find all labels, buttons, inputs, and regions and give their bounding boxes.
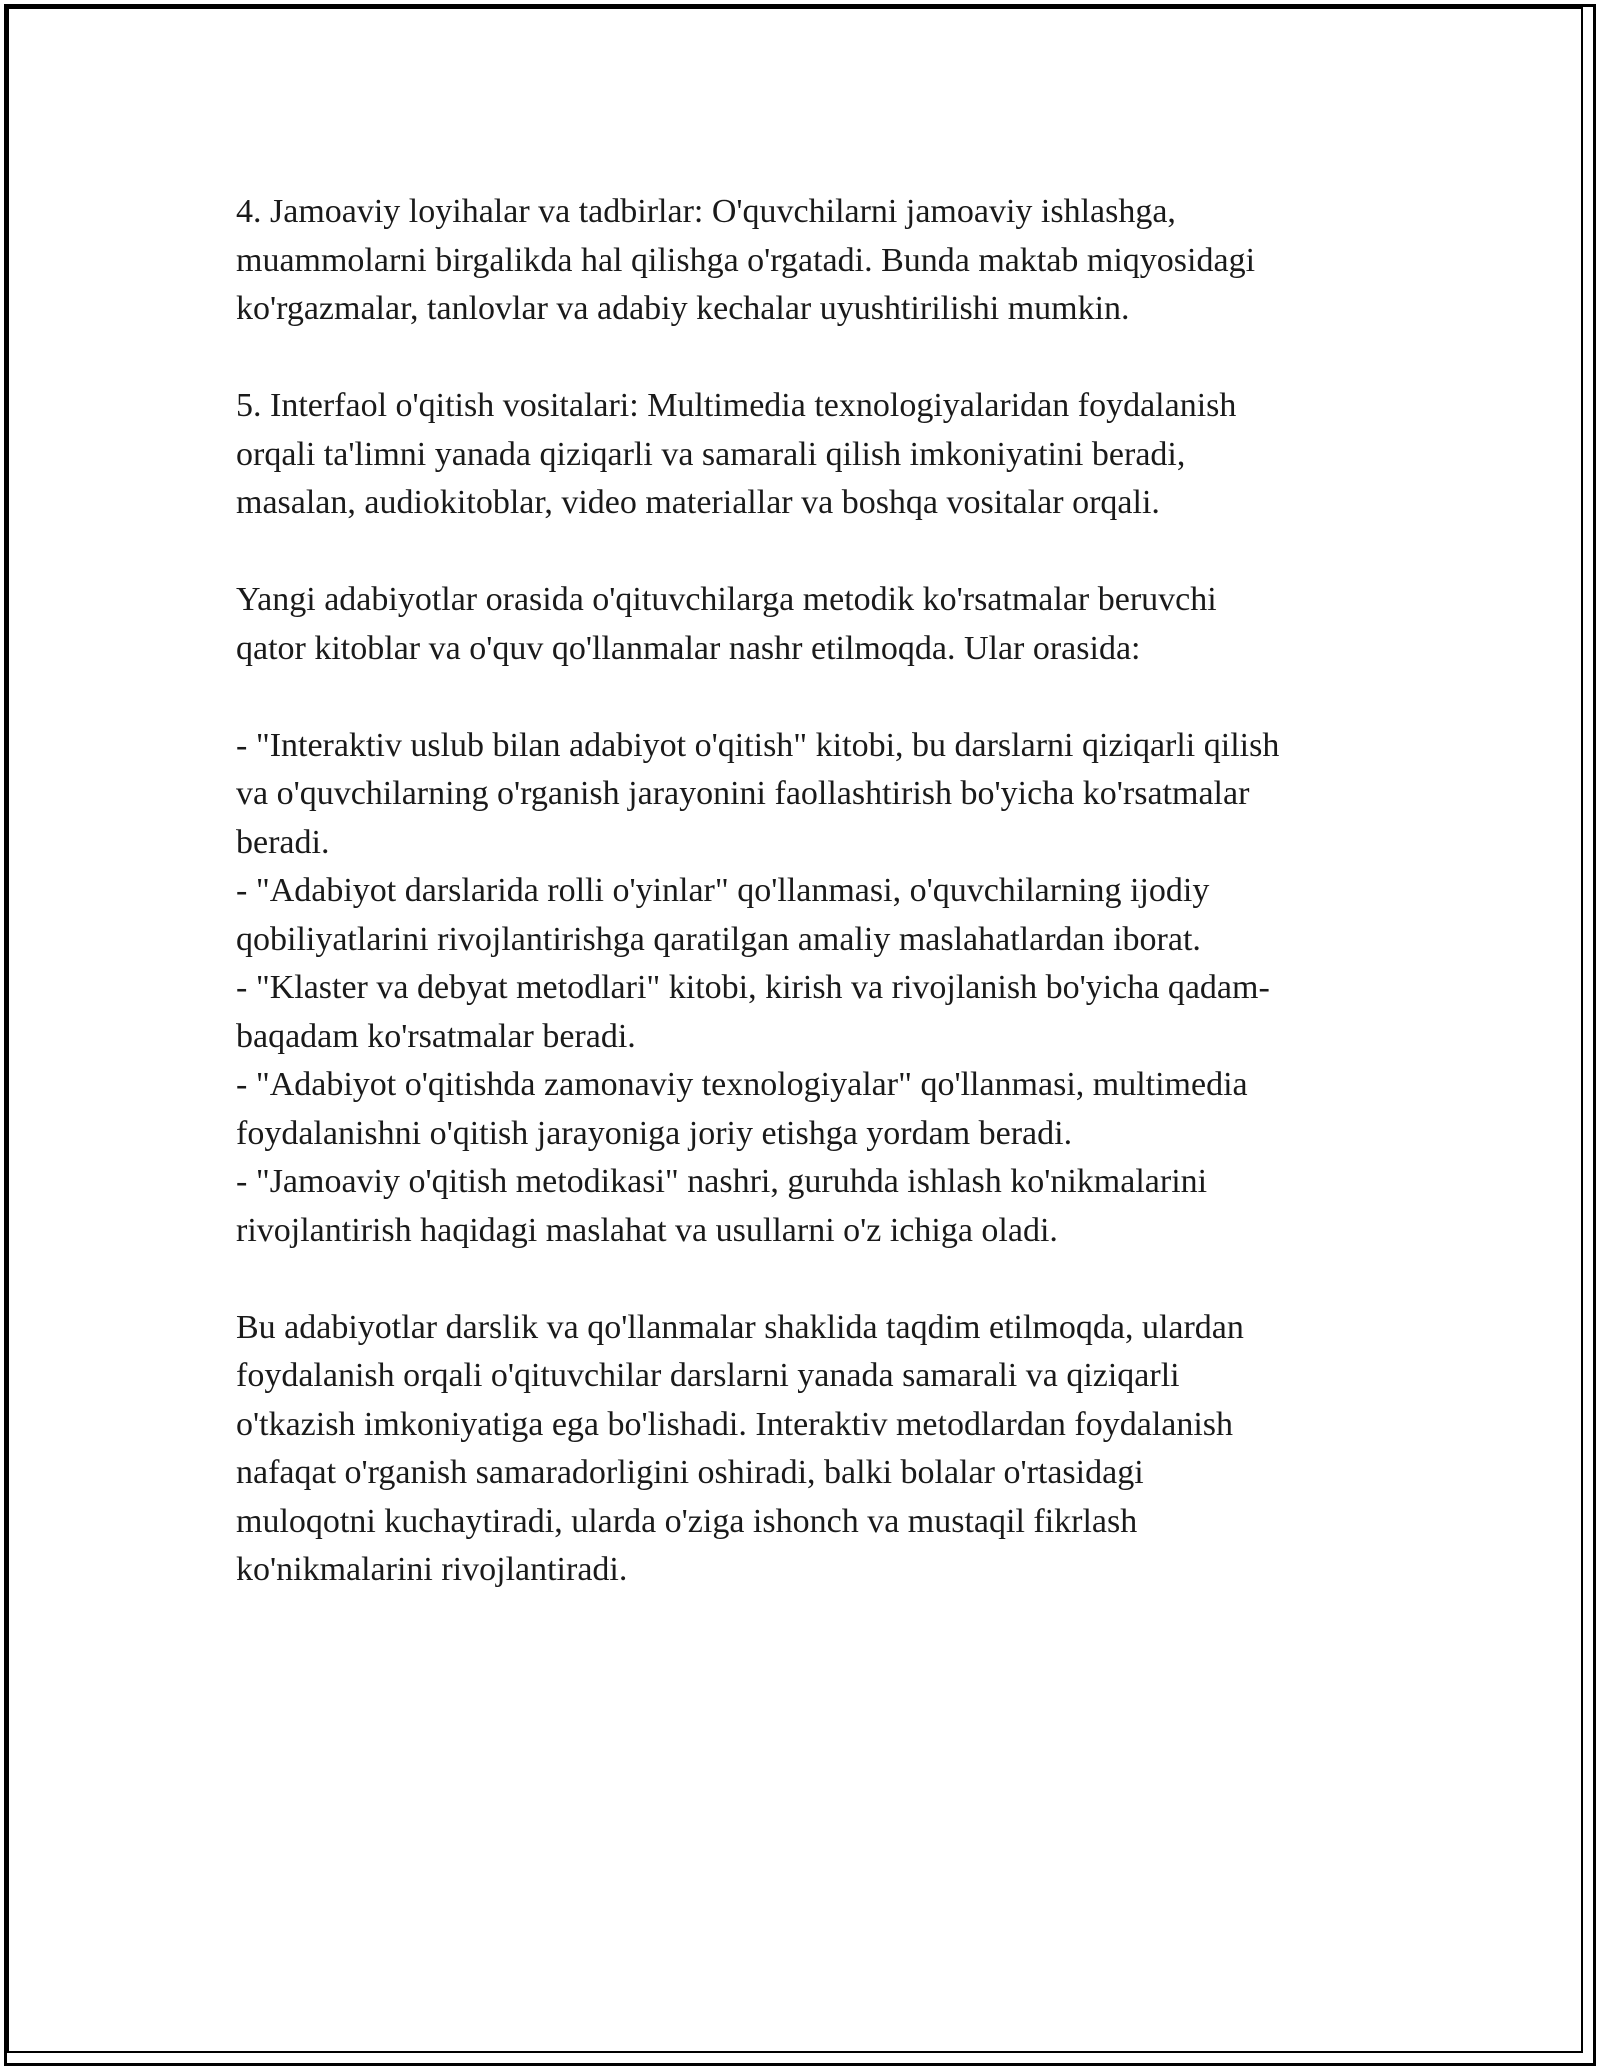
list-item-line: beradi. [236,823,330,861]
text-line: Bu adabiyotlar darslik va qo'llanmalar shaklida taqdim etilmoqda, ulardan [236,1308,1244,1346]
text-line: muloqotni kuchaytiradi, ularda o'ziga ishonch va mustaqil fikrlash [236,1502,1138,1540]
list-item-line: - "Adabiyot darslarida rolli o'yinlar" qo'llanmasi, o'quvchilarning ijodiy [236,872,1210,909]
list-item-line: - "Klaster va debyat metodlari" kitobi, kirish va rivojlanish bo'yicha qadam- [236,969,1270,1006]
list-item-line: - "Interaktiv uslub bilan adabiyot o'qitish" kitobi, bu darslarni qiziqarli qilish [236,726,1280,764]
book-list [236,722,1396,1256]
text-line: qator kitoblar va o'quv qo'llanmalar nashr etilmoqda. Ular orasida: [236,629,1141,667]
conclusion-paragraph [236,1304,1396,1595]
text-line: o'tkazish imkoniyatiga ega bo'lishadi. Interaktiv metodlardan foydalanish [236,1405,1234,1443]
paragraph-gap [236,334,1396,383]
text-line: nafaqat o'rganish samaradorligini oshiradi, balki bolalar o'rtasidagi [236,1454,1144,1491]
text-line: Yangi adabiyotlar orasida o'qituvchilarga metodik ko'rsatmalar beruvchi [236,581,1217,618]
list-item-line: va o'quvchilarning o'rganish jarayonini faollashtirish bo'yicha ko'rsatmalar [236,775,1250,812]
text-line: masalan, audiokitoblar, video materiallar va boshqa vositalar orqali. [236,484,1160,521]
list-item-line: qobiliyatlarini rivojlantirishga qaratilgan amaliy maslahatlardan iborat. [236,920,1201,958]
paragraph-gap [236,528,1396,577]
list-item-line: foydalanishni o'qitish jarayoniga joriy etishga yordam beradi. [236,1114,1073,1152]
text-line: foydalanish orqali o'qituvchilar darslarni yanada samarali va qiziqarli [236,1357,1180,1394]
intro-literature-paragraph [236,576,1396,673]
list-item-line: - "Adabiyot o'qitishda zamonaviy texnologiyalar" qo'llanmasi, multimedia [236,1066,1248,1103]
list-item-line: - "Jamoaviy o'qitish metodikasi" nashri, guruhda ishlash ko'nikmalarini [236,1163,1208,1200]
paragraph-5 [236,382,1396,528]
document-body [236,188,1396,1595]
text-line: ko'nikmalarini rivojlantiradi. [236,1551,628,1588]
list-item-line: baqadam ko'rsatmalar beradi. [236,1017,636,1055]
paragraph-gap [236,673,1396,722]
paragraph-4 [236,188,1396,334]
text-line: 5. Interfaol o'qitish vositalari: Multimedia texnologiyalaridan foydalanish [236,387,1237,424]
list-item-line: rivojlantirish haqidagi maslahat va usullarni o'z ichiga oladi. [236,1211,1058,1249]
paragraph-gap [236,1255,1396,1304]
text-line: ko'rgazmalar, tanlovlar va adabiy kechalar uyushtirilishi mumkin. [236,290,1130,327]
text-line: orqali ta'limni yanada qiziqarli va samarali qilish imkoniyatini beradi, [236,435,1186,473]
text-line: muammolarni birgalikda hal qilishga o'rgatadi. Bunda maktab miqyosidagi [236,241,1256,279]
text-line: 4. Jamoaviy loyihalar va tadbirlar: O'quvchilarni jamoaviy ishlashga, [236,193,1176,230]
